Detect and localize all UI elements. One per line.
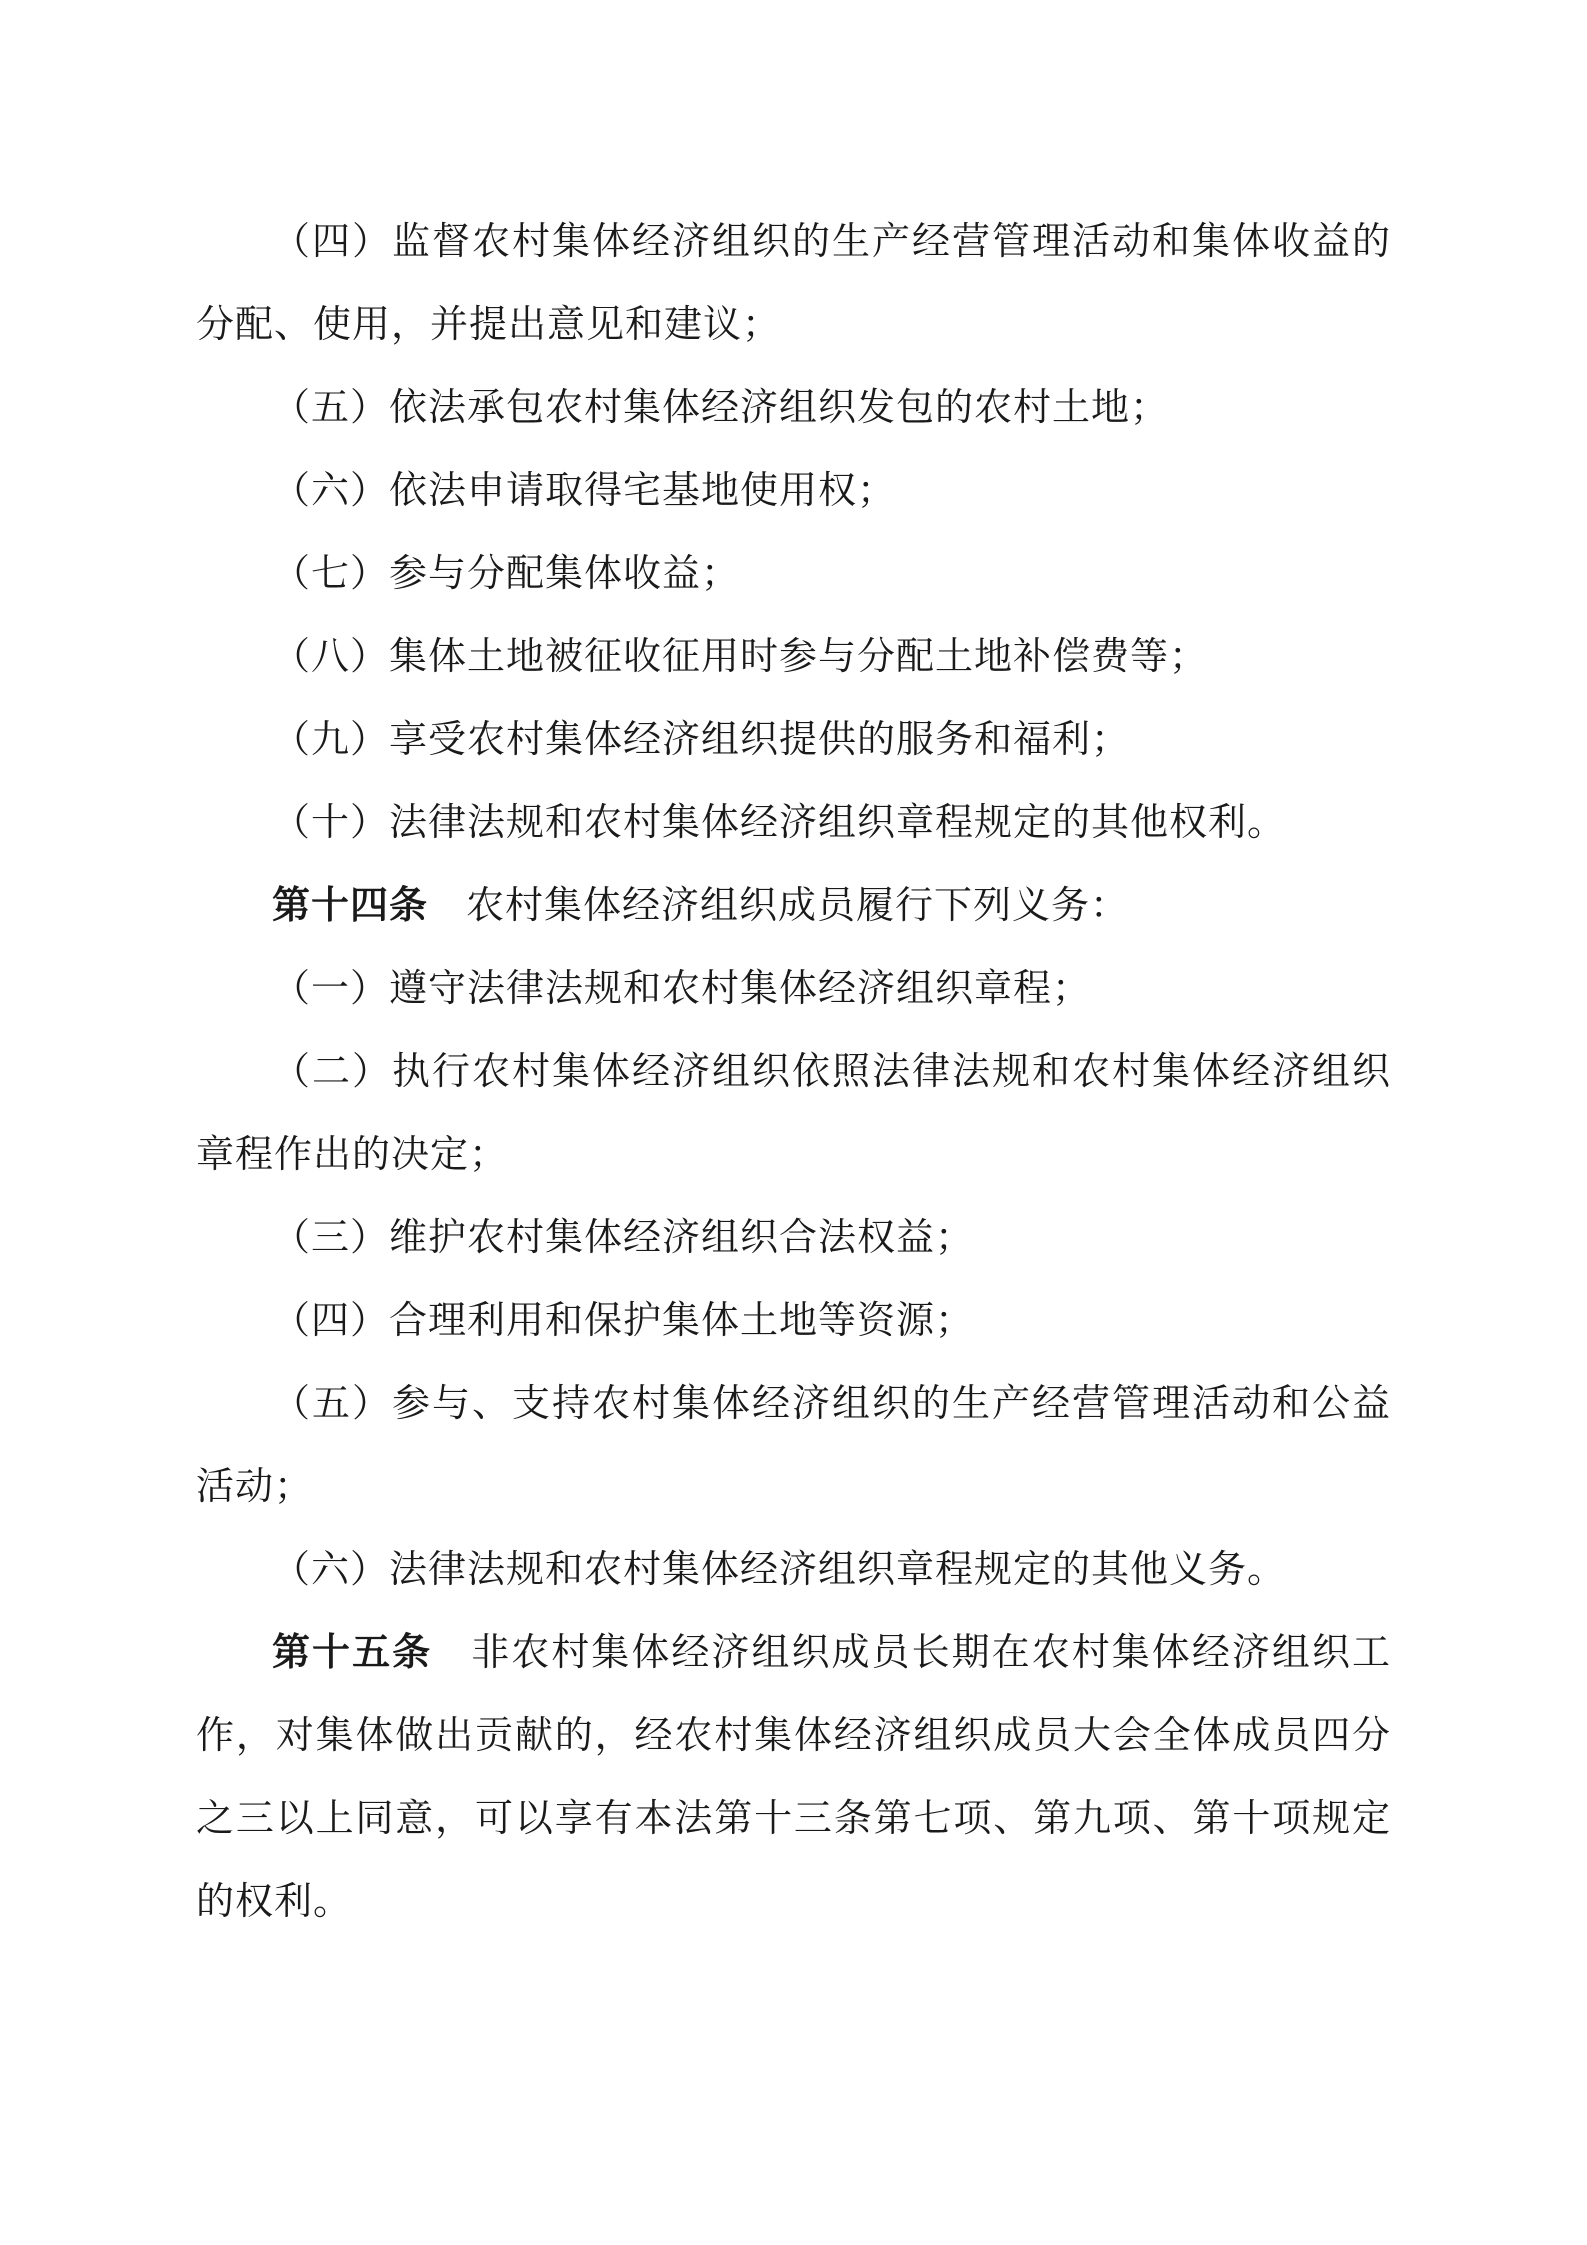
paragraph-text: （九）享受农村集体经济组织提供的服务和福利； bbox=[272, 717, 1131, 761]
paragraph-duty-6 bbox=[196, 1528, 1391, 1611]
paragraph-right-9 bbox=[196, 698, 1391, 781]
paragraph-duty-4 bbox=[196, 1279, 1391, 1362]
article-heading: 第十四条 bbox=[272, 883, 429, 927]
paragraph-duty-5 bbox=[196, 1362, 1391, 1528]
paragraph-right-5 bbox=[196, 366, 1391, 449]
paragraph-text: （八）集体土地被征收征用时参与分配土地补偿费等； bbox=[272, 634, 1209, 678]
article-14 bbox=[196, 864, 1391, 947]
paragraph-text: （四）监督农村集体经济组织的生产经营管理活动和集体收益的分配、使用，并提出意见和建议； bbox=[196, 219, 1391, 346]
paragraph-duty-1 bbox=[196, 947, 1391, 1030]
paragraph-text: （六）依法申请取得宅基地使用权； bbox=[272, 468, 897, 512]
paragraph-text: （五）依法承包农村集体经济组织发包的农村土地； bbox=[272, 385, 1170, 429]
paragraph-text: （二）执行农村集体经济组织依照法律法规和农村集体经济组织章程作出的决定； bbox=[196, 1049, 1391, 1176]
paragraph-right-10 bbox=[196, 781, 1391, 864]
paragraph-text: （一）遵守法律法规和农村集体经济组织章程； bbox=[272, 966, 1092, 1010]
paragraph-text: （五）参与、支持农村集体经济组织的生产经营管理活动和公益活动； bbox=[196, 1381, 1391, 1508]
paragraph-text: （六）法律法规和农村集体经济组织章程规定的其他义务。 bbox=[272, 1547, 1287, 1591]
paragraph-text: （十）法律法规和农村集体经济组织章程规定的其他权利。 bbox=[272, 800, 1287, 844]
paragraph-text: （三）维护农村集体经济组织合法权益； bbox=[272, 1215, 975, 1259]
paragraph-text: （四）合理利用和保护集体土地等资源； bbox=[272, 1298, 975, 1342]
document-body bbox=[196, 200, 1391, 1943]
paragraph-text: 非农村集体经济组织成员长期在农村集体经济组织工作，对集体做出贡献的，经农村集体经济组织成员大会全体成员四分之三以上同意，可以享有本法第十三条第七项、第九项、第十项规定的权利。 bbox=[196, 1630, 1391, 1923]
paragraph-duty-2 bbox=[196, 1030, 1391, 1196]
paragraph-right-6 bbox=[196, 449, 1391, 532]
paragraph-right-7 bbox=[196, 532, 1391, 615]
article-heading: 第十五条 bbox=[272, 1630, 433, 1674]
paragraph-right-4 bbox=[196, 200, 1391, 366]
paragraph-text: 农村集体经济组织成员履行下列义务： bbox=[466, 883, 1130, 927]
paragraph-right-8 bbox=[196, 615, 1391, 698]
paragraph-duty-3 bbox=[196, 1196, 1391, 1279]
paragraph-text: （七）参与分配集体收益； bbox=[272, 551, 741, 595]
article-15 bbox=[196, 1611, 1391, 1943]
